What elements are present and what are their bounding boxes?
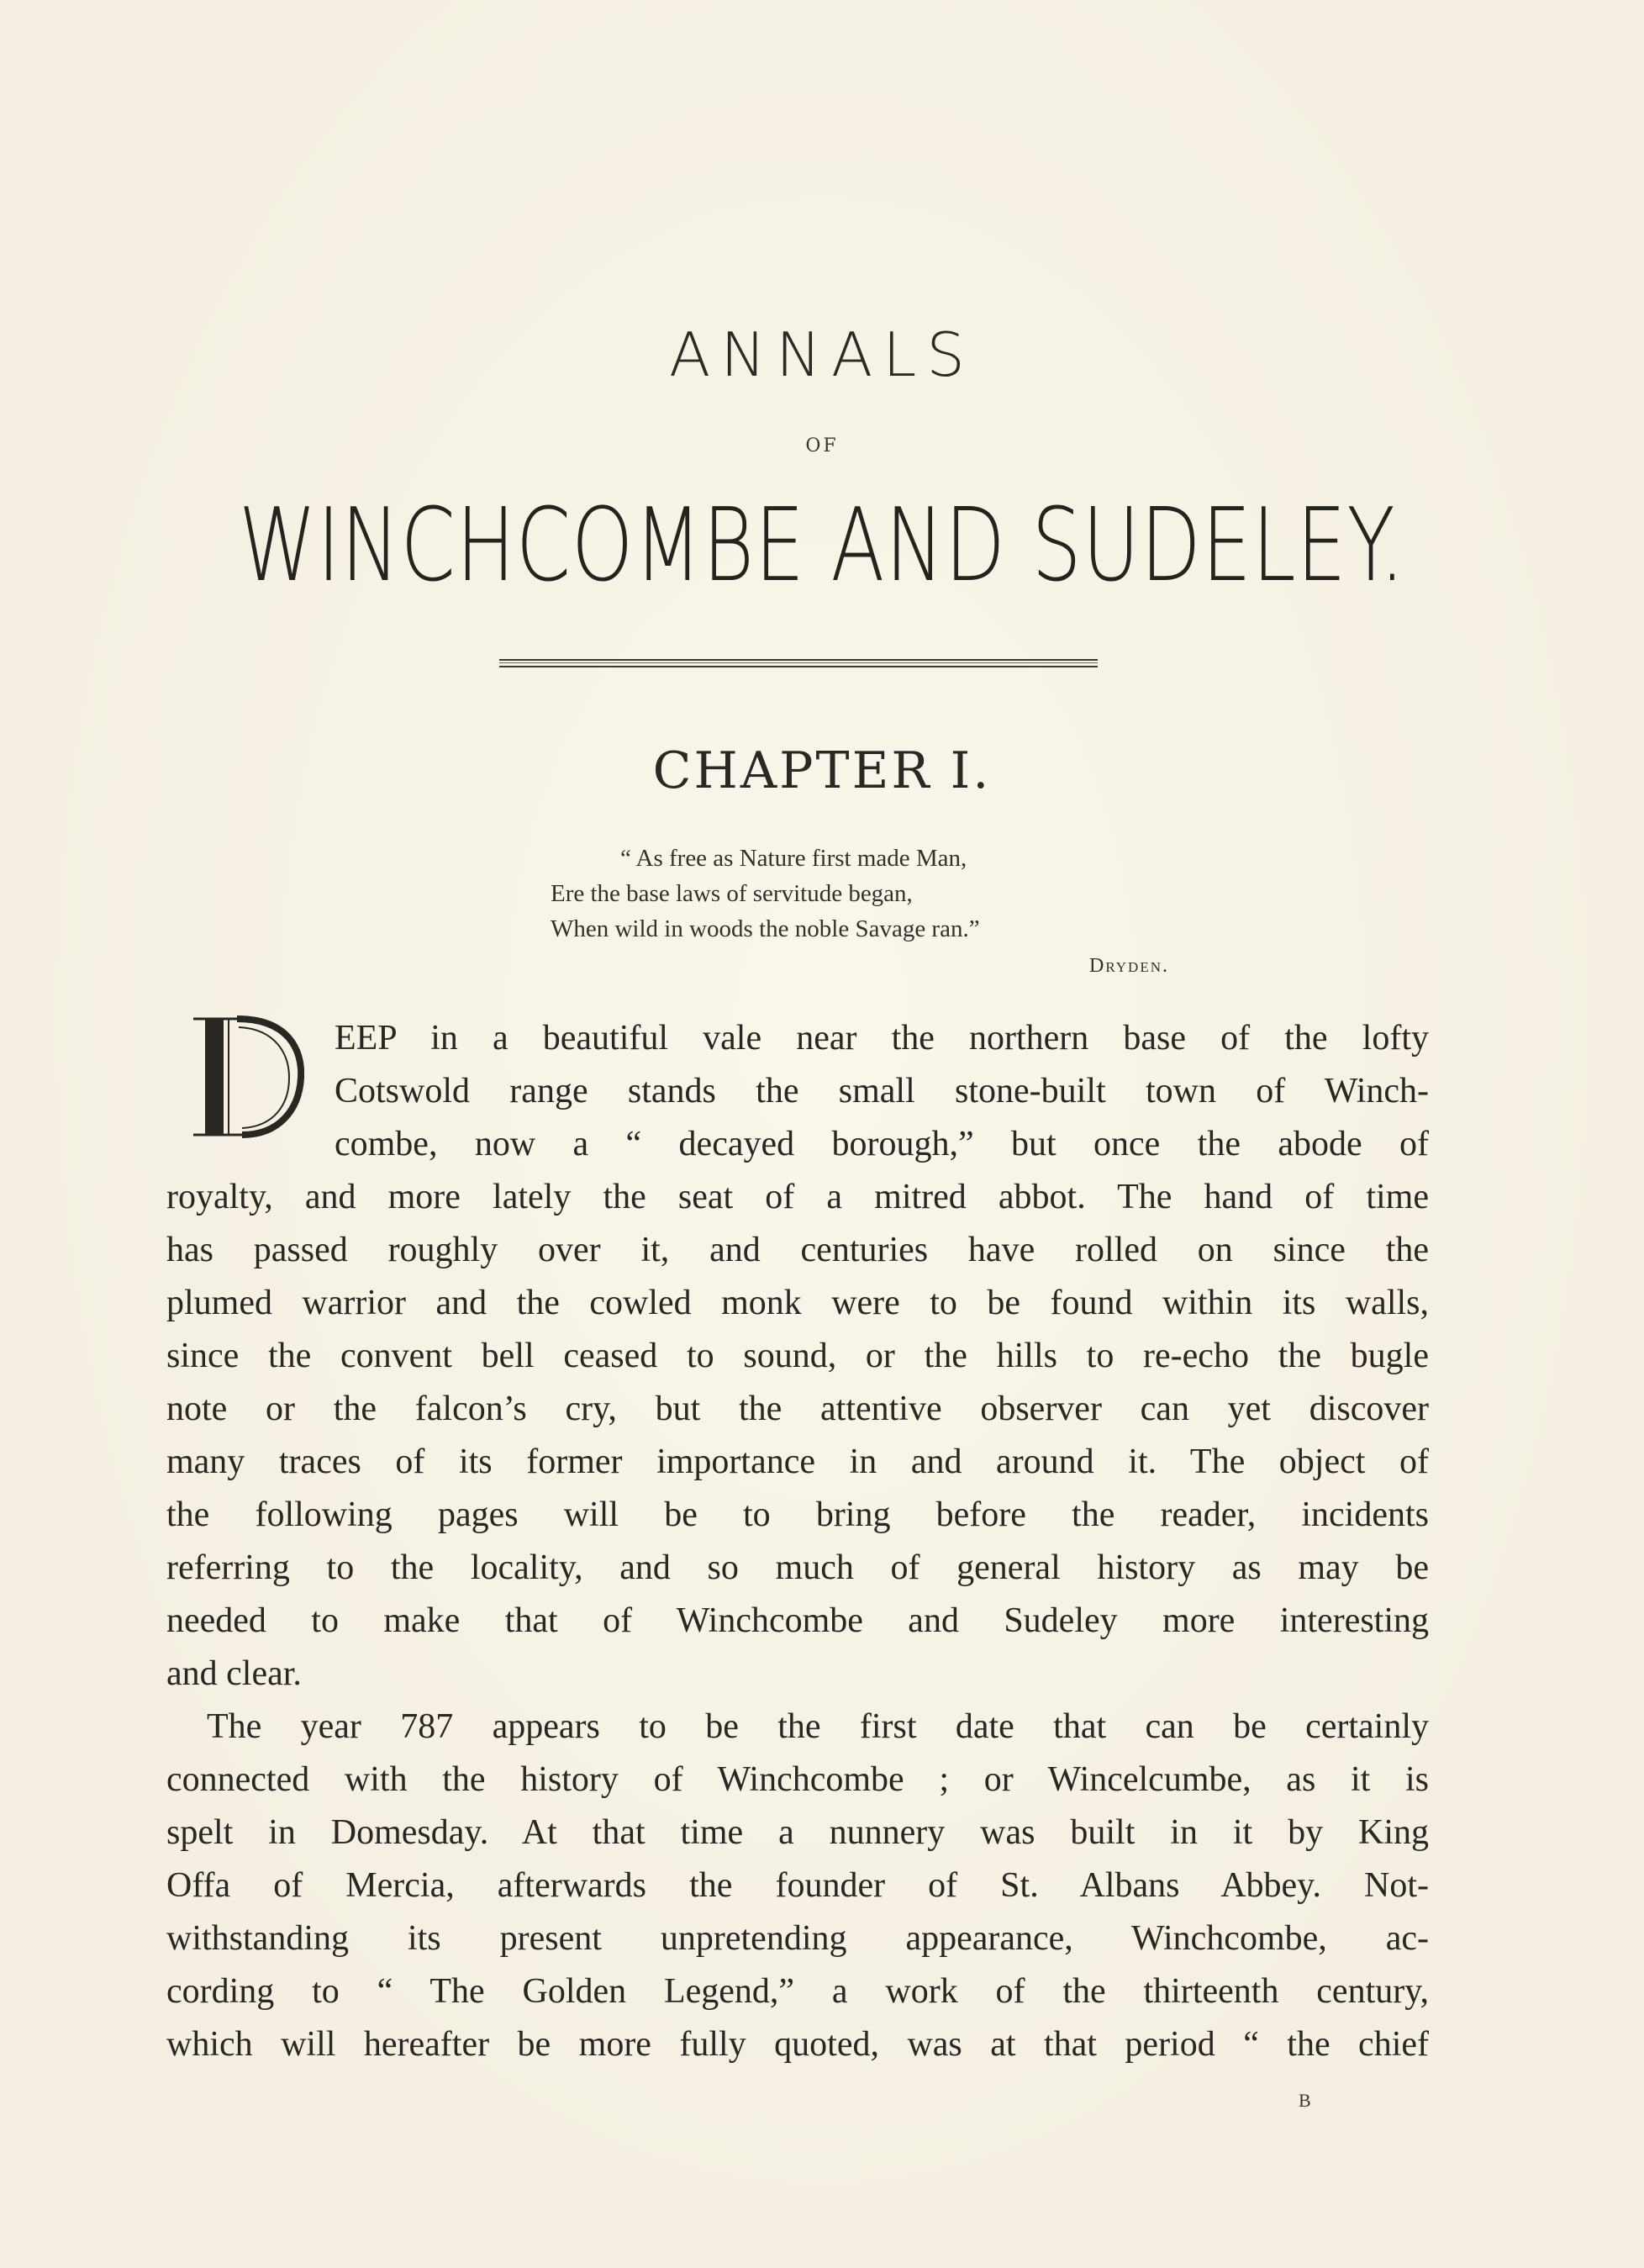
epigraph-attribution (551, 948, 1189, 984)
text-line: note or the falcon’s cry, but the attentive observer can yet discover (166, 1390, 1429, 1428)
text-line: combe, now a “ decayed borough,” but once the abode of (335, 1125, 1429, 1163)
epigraph-line: Ere the base laws of servitude began, (551, 880, 913, 907)
text-line: plumed warrior and the cowled monk were to be found within its walls, (166, 1284, 1429, 1322)
text-line: spelt in Domesday. At that time a nunnery was built in it by King (166, 1813, 1429, 1852)
double-rule-divider (499, 659, 1098, 667)
chapter-heading: CHAPTER I. (652, 741, 992, 800)
text-line: many traces of its former importance in and around it. The object of (166, 1443, 1429, 1481)
title-annals: ANNALS (668, 319, 976, 390)
text-line: referring to the locality, and so much of general history as may be (166, 1548, 1429, 1587)
text-line: connected with the history of Winchcombe ; or Wincelcumbe, as it is (166, 1760, 1429, 1799)
text-line: and clear. (166, 1654, 302, 1693)
text-line: The year 787 appears to be the first date that can be certainly (207, 1707, 1429, 1746)
text-line: has passed roughly over it, and centuries have rolled on since the (166, 1231, 1429, 1269)
text-line: which will hereafter be more fully quoted, was at that period “ the chief (166, 2025, 1429, 2064)
text-line: Offa of Mercia, afterwards the founder of St. Albans Abbey. Not- (166, 1866, 1429, 1905)
body-text (166, 1012, 1429, 2071)
epigraph-line: “ As free as Nature first made Man, (620, 845, 967, 872)
signature-mark: B (1299, 2090, 1311, 2111)
text-line: needed to make that of Winchcombe and Sudeley more interesting (166, 1601, 1429, 1640)
text-line: Cotswold range stands the small stone-built town of Winch- (335, 1072, 1429, 1110)
text-line: EEP in a beautiful vale near the northern base of the lofty (335, 1019, 1429, 1058)
text-line: withstanding its present unpretending appearance, Winchcombe, ac- (166, 1919, 1429, 1958)
text-line: royalty, and more lately the seat of a mitred abbot. The hand of time (166, 1178, 1429, 1216)
text-line: the following pages will be to bring before the reader, incidents (166, 1495, 1429, 1534)
text-line: cording to “ The Golden Legend,” a work of the thirteenth century, (166, 1972, 1429, 2011)
text-line: since the convent bell ceased to sound, or the hills to re-echo the bugle (166, 1337, 1429, 1375)
title-of: OF (805, 435, 839, 456)
epigraph-line: When wild in woods the noble Savage ran.” (551, 915, 980, 942)
epigraph-attribution-text: Dryden. (1089, 955, 1169, 977)
title-main: WINCHCOMBE AND SUDELEY. (238, 488, 1406, 604)
epigraph (551, 841, 1189, 984)
